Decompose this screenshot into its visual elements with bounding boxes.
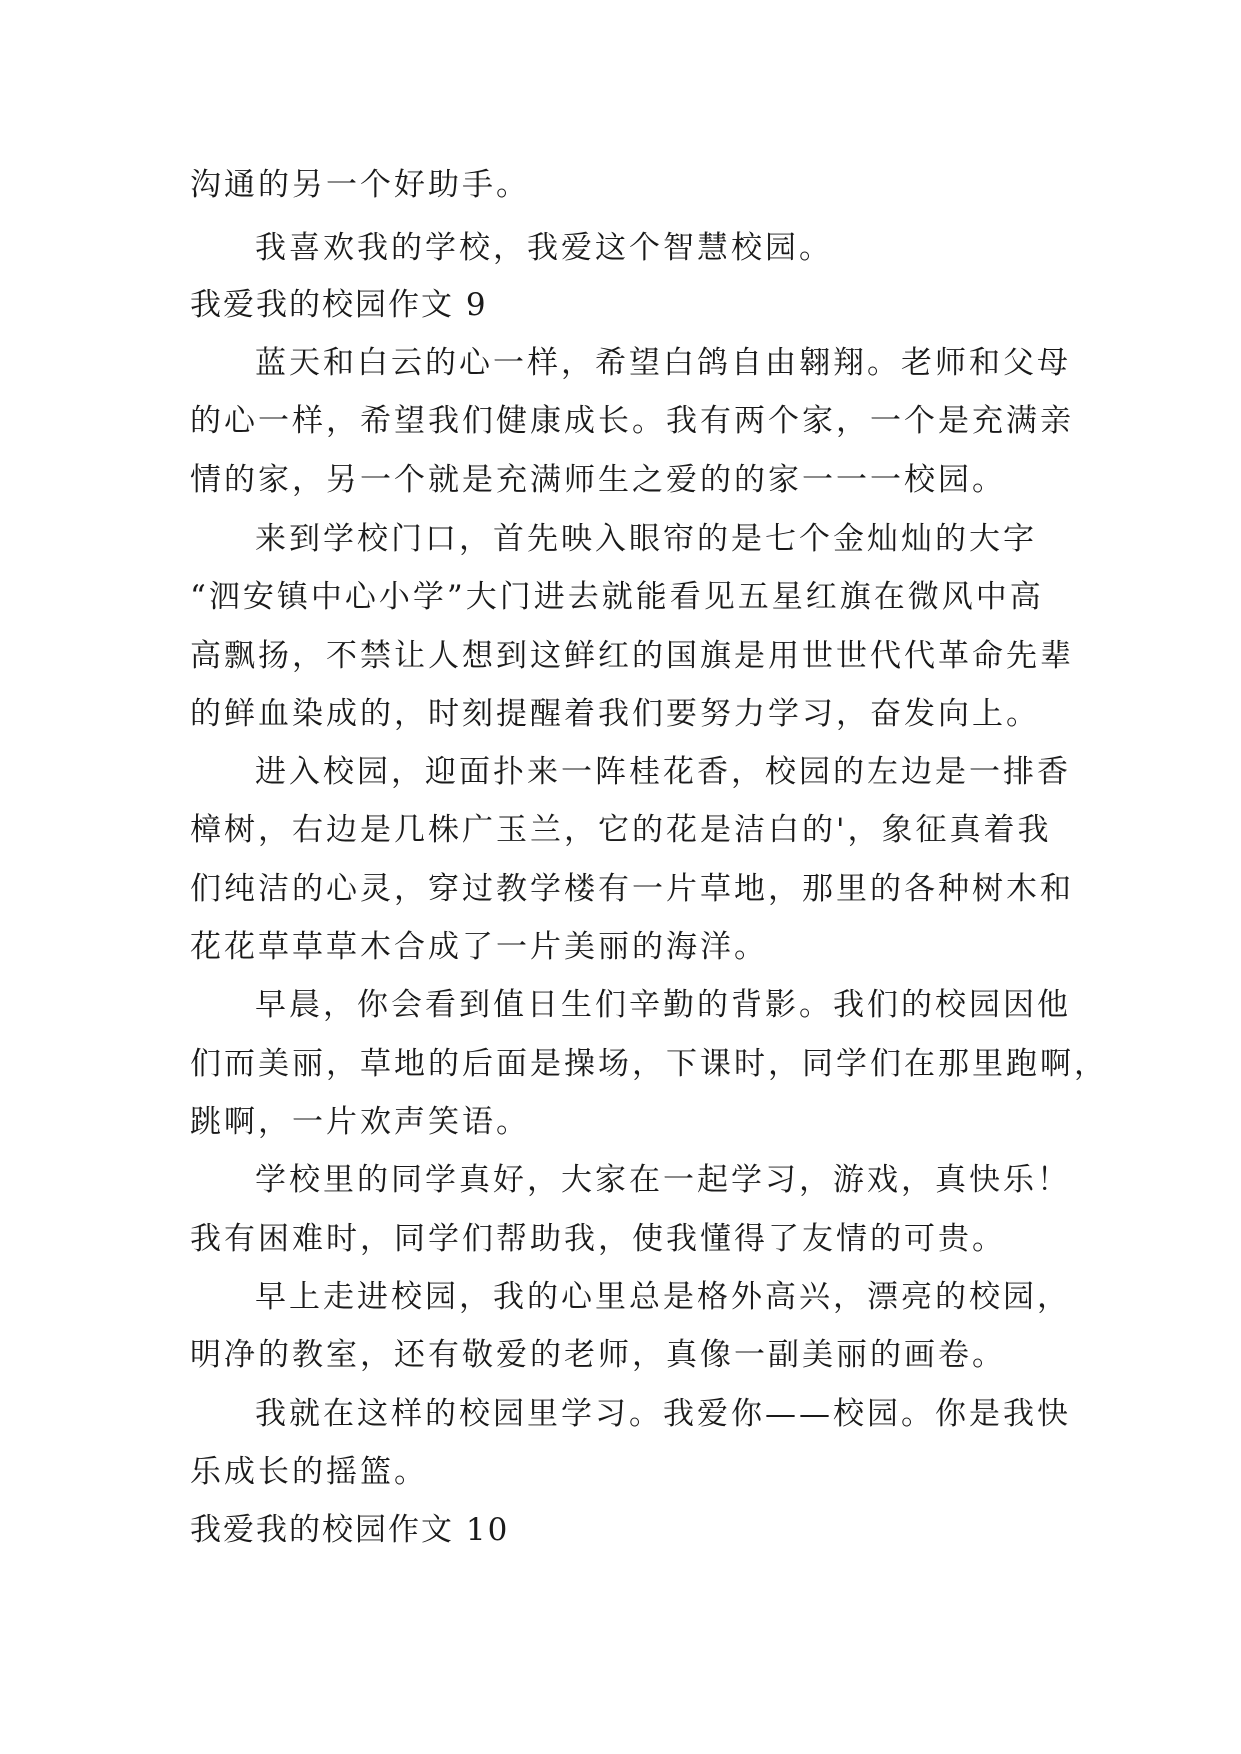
text-line: 跳啊，一片欢声笑语。 [190, 1104, 530, 1140]
text-line: 高飘扬，不禁让人想到这鲜红的国旗是用世世代代革命先辈 [190, 638, 1074, 674]
text-line: 花花草草草木合成了一片美丽的海洋。 [190, 929, 768, 965]
text-line: 的心一样，希望我们健康成长。我有两个家，一个是充满亲 [190, 403, 1074, 439]
text-line: 乐成长的摇篮。 [190, 1454, 428, 1490]
text-line: 沟通的另一个好助手。 [190, 167, 530, 203]
section-heading: 我爱我的校园作文 10 [190, 1512, 510, 1548]
text-line: 樟树，右边是几株广玉兰，它的花是洁白的'，象征真着我 [190, 812, 1052, 848]
paragraph-start: 学校里的同学真好，大家在一起学习，游戏，真快乐！ [255, 1162, 1071, 1198]
text-line: 们而美丽，草地的后面是操场，下课时，同学们在那里跑啊， [190, 1046, 1108, 1082]
text-line: “泗安镇中心小学”大门进去就能看见五星红旗在微风中高 [190, 579, 1044, 615]
paragraph-start: 我喜欢我的学校，我爱这个智慧校园。 [255, 230, 833, 266]
section-heading: 我爱我的校园作文 9 [190, 287, 488, 323]
text-line: 我有困难时，同学们帮助我，使我懂得了友情的可贵。 [190, 1221, 1006, 1257]
paragraph-start: 进入校园，迎面扑来一阵桂花香，校园的左边是一排香 [255, 754, 1071, 790]
text-line: 们纯洁的心灵，穿过教学楼有一片草地，那里的各种树木和 [190, 871, 1074, 907]
paragraph-start: 早上走进校园，我的心里总是格外高兴，漂亮的校园， [255, 1279, 1071, 1315]
paragraph-start: 蓝天和白云的心一样，希望白鸽自由翱翔。老师和父母 [255, 345, 1071, 381]
text-line: 明净的教室，还有敬爱的老师，真像一副美丽的画卷。 [190, 1337, 1006, 1373]
paragraph-start: 来到学校门口，首先映入眼帘的是七个金灿灿的大字 [255, 521, 1037, 557]
paragraph-start: 我就在这样的校园里学习。我爱你——校园。你是我快 [255, 1396, 1071, 1432]
text-line: 情的家，另一个就是充满师生之爱的的家一一一校园。 [190, 462, 1006, 498]
text-line: 的鲜血染成的，时刻提醒着我们要努力学习，奋发向上。 [190, 696, 1040, 732]
paragraph-start: 早晨，你会看到值日生们辛勤的背影。我们的校园因他 [255, 987, 1071, 1023]
